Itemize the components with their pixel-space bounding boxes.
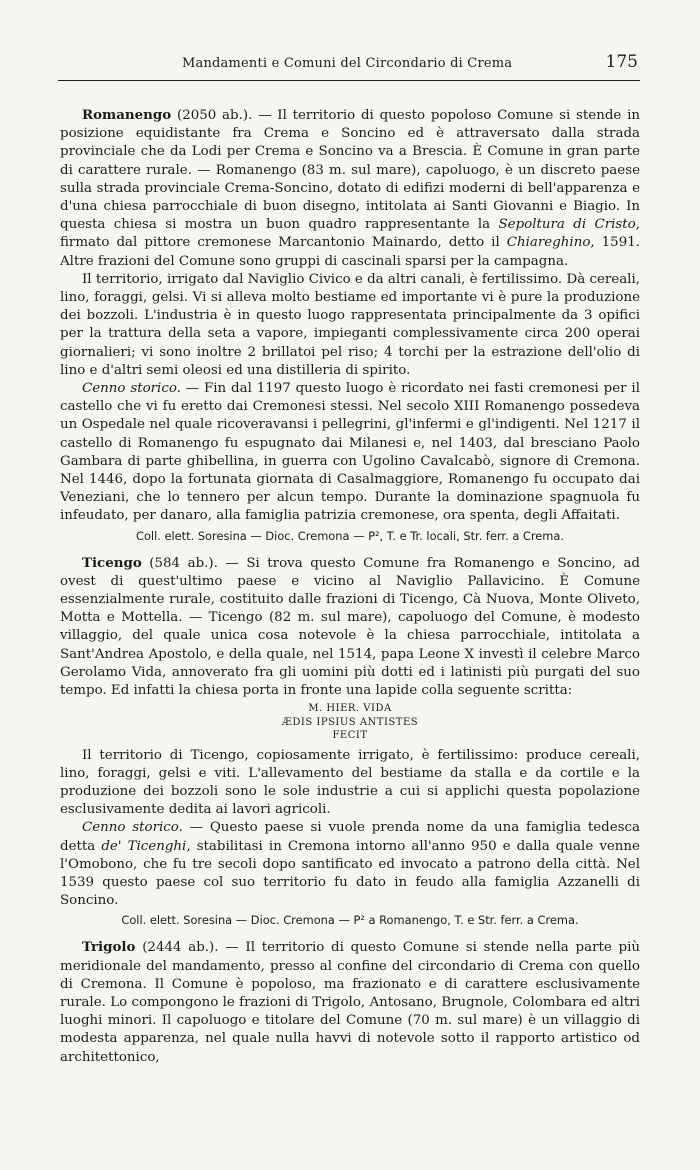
- history-label: Cenno storico.: [82, 820, 183, 836]
- trigolo-paragraph-1: [60, 938, 640, 1066]
- italic-span: Sepoltura di Cristo: [498, 217, 636, 233]
- text-span: (584 ab.). — Si trova questo Comune fra Romanengo e Soncino, ad ovest di quest'ultimo paese e vicino al Naviglio Pallavicino. È Comune essenzialmente rurale, costituito dalle frazioni di Ticengo, Cà Nuova, Monte Oliveto, Motta e Mottella. — Ticengo (82 m. sul mare), capoluogo del Comune, è modesto villaggio, del quale unica cosa notevole è la chiesa parrocchiale, intitolata a Sant'Andrea Apostolo, e della quale, nel 1514, papa Leone X investì il celebre Marco Gerolamo Vida, annoverato fra gli uomini più dotti ed i latinisti più purgati del suo tempo. Ed infatti la chiesa porta in fronte una lapide colla seguente scritta:: [60, 555, 640, 699]
- entry-title-trigolo: Trigolo: [82, 939, 136, 956]
- inscription: [60, 702, 640, 742]
- text-span: , firmato dal pittore cremonese Marcantonio Mainardo, detto il: [60, 217, 640, 251]
- ticengo-electoral-note: Coll. elett. Soresina — Dioc. Cremona — P² a Romanengo, T. e Str. ferr. a Crema.: [121, 913, 579, 928]
- ticengo-paragraph-2: Il territorio di Ticengo, copiosamente irrigato, è fertilissimo: produce cereali, lino, foraggi, gelsi e viti. L'allevamento del bestiame da stalla e da cortile e la produzione dei bozzoli sono le sole industrie a cui si applichi questa popolazione esclusivamente dedita ai lavori agricoli.: [60, 747, 640, 818]
- italic-span: de' Ticenghi: [101, 838, 187, 854]
- header-title: Mandamenti e Comuni del Circondario di Crema: [182, 56, 513, 71]
- entry-title-romanengo: Romanengo: [82, 107, 172, 123]
- page-number: 175: [605, 52, 638, 72]
- ticengo-history: [60, 819, 640, 910]
- inscription-line: FECIT: [332, 730, 368, 742]
- running-header: [58, 52, 640, 81]
- romanengo-paragraph-1: [60, 106, 640, 271]
- text-span: — Fin dal 1197 questo luogo è ricordato nei fasti cremonesi per il castello che vi fu eretto dai Cremonesi stessi. Nel secolo XIII Romanengo possedeva un Ospedale nel quale ricoveravansi i pellegrini, gl'infermi e gl'indigenti. Nel 1217 il castello di Romanengo fu espugnato dai Milanesi e, nel 1403, dal bresciano Paolo Gambara di parte ghibellina, in guerra con Ugolino Cavalcabò, signore di Cremona. Nel 1446, dopo la fortunata giornata di Casalmaggiore, Romanengo fu occupato dai Veneziani, che lo tennero per alcun tempo. Durante la dominazione spagnuola fu infeudato, per danaro, alla famiglia patrizia cremonese, ora spenta, degli Affaitati.: [60, 381, 640, 524]
- romanengo-electoral-note: Coll. elett. Soresina — Dioc. Cremona — P², T. e Tr. locali, Str. ferr. a Crema.: [135, 528, 565, 543]
- romanengo-history: [60, 380, 640, 526]
- text-span: (2444 ab.). — Il territorio di questo Comune si stende nella parte più meridionale del mandamento, presso al confine del circondario di Crema con quello di Cremona. Il Comune è popoloso, ma frazionato e di carattere esclusivamente rurale. Lo compongono le frazioni di Trigolo, Antosano, Brugnole, Colombara ed altri luoghi minori. Il capoluogo e titolare del Comune (70 m. sul mare) è un villaggio di modesta apparenza, nel quale nulla havvi di notevole sotto il rapporto artistico od architettonico,: [60, 940, 640, 1065]
- history-label: Cenno storico.: [82, 381, 181, 397]
- italic-span: Chiareghino: [506, 235, 591, 251]
- ticengo-paragraph-1: [60, 554, 640, 701]
- text-span: — Questo paese si vuole prenda nome da una famiglia tedesca detta: [60, 820, 640, 854]
- inscription-line: ÆDIS IPSIUS ANTISTES: [281, 716, 419, 728]
- page-body: [60, 106, 640, 1067]
- inscription-line: M. HIER. VIDA: [308, 703, 392, 715]
- romanengo-paragraph-2: Il territorio, irrigato dal Naviglio Civico e da altri canali, è fertilissimo. Dà cereali, lino, foraggi, gelsi. Vi si alleva molto bestiame ed importante vi è pure la produzione dei bozzoli. L'industria è in questo luogo rappresentata principalmente da 3 opifici per la trattura della seta a vapore, impieganti complessivamente circa 200 operai giornalieri; vi sono inoltre 2 brillatoi pel riso; 4 torchi per la estrazione dell'olio di lino e d'altri semi oleosi ed una distilleria di spirito.: [60, 271, 640, 378]
- text-span: , 1591. Altre frazioni del Comune sono gruppi di cascinali sparsi per la campagna.: [60, 235, 640, 269]
- text-span: (2050 ab.). — Il territorio di questo popoloso Comune si stende in posizione equidistante fra Crema e Soncino ed è attraversato dalla strada provinciale che da Lodi per Crema e Soncino va a Brescia. È Comune in gran parte di carattere rurale. — Romanengo (83 m. sul mare), capoluogo, è un discreto paese sulla strada provinciale Crema-Soncino, dotato di edifizi moderni di bell'apparenza e d'una chiesa parrocchiale di buon disegno, intitolata ai Santi Giovanni e Biagio. In questa chiesa si mostra un buon quadro rappresentante la: [60, 108, 640, 233]
- entry-title-ticengo: Ticengo: [82, 554, 142, 571]
- text-span: , stabilitasi in Cremona intorno all'anno 950 e dalla quale venne l'Omobono, che fu tre secoli dopo santificato ed invocato a patrono della città. Nel 1539 questo paese col suo territorio fu dato in feudo alla famiglia Azzanelli di Soncino.: [60, 838, 640, 909]
